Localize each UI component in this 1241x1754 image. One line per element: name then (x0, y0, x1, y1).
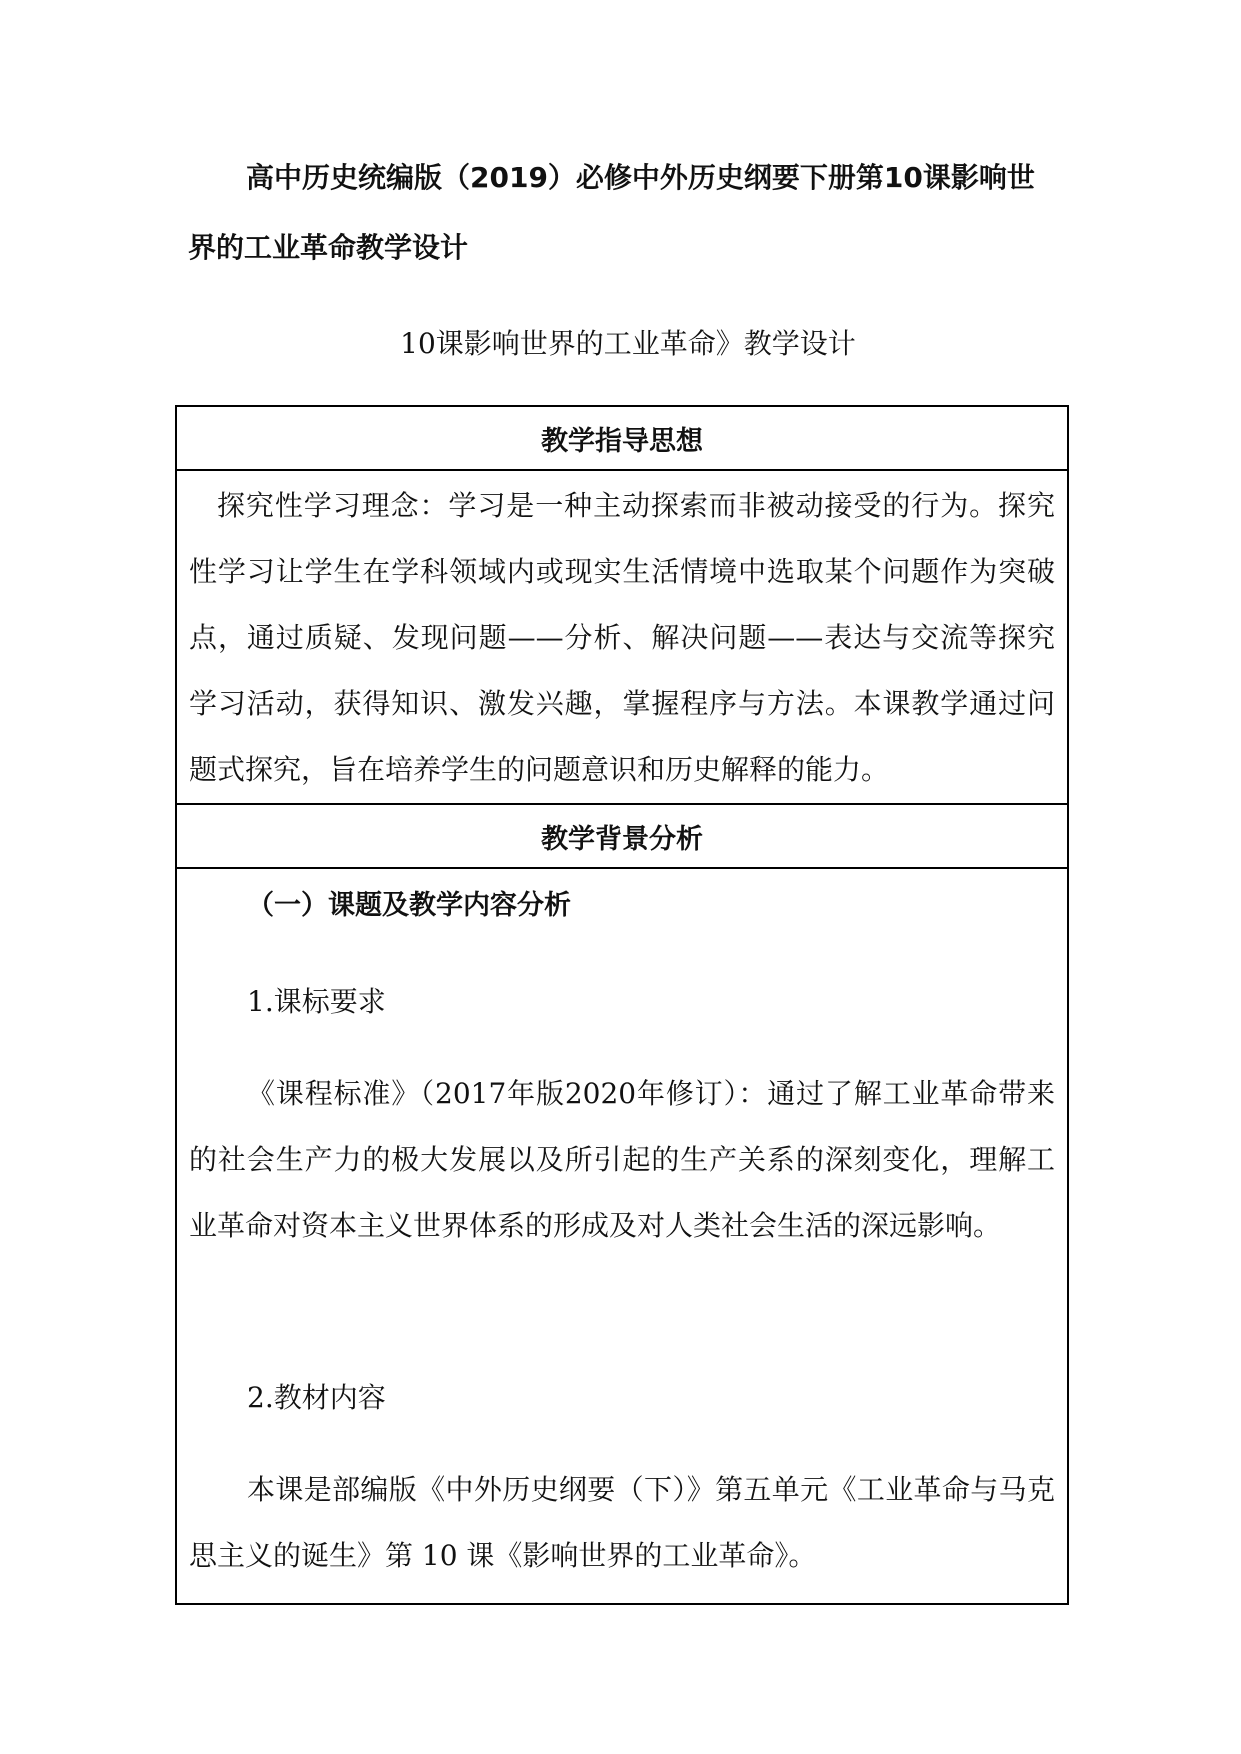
table-row (176, 406, 1068, 470)
guide-section-body (176, 470, 1068, 804)
guide-paragraph: 探究性学习理念：学习是一种主动探索而非被动接受的行为。探究性学习让学生在学科领域内或现实生活情境中选取某个问题作为突破点，通过质疑、发现问题——分析、解决问题——表达与交流等探究学习活动，获得知识、激发兴趣，掌握程序与方法。本课教学通过问题式探究，旨在培养学生的问题意识和历史解释的能力。 (189, 489, 1055, 786)
textbook-content-text: 本课是部编版《中外历史纲要（下）》第五单元《工业革命与马克思主义的诞生》第 10 课《影响世界的工业革命》。 (189, 1473, 1055, 1572)
background-section-body (176, 868, 1068, 1604)
teaching-design-table (175, 405, 1069, 1605)
content-analysis-heading: （一）课题及教学内容分析 (247, 890, 571, 921)
curriculum-requirement-text: 《课程标准》（2017年版2020年修订）：通过了解工业革命带来的社会生产力的极大发展以及所引起的生产关系的深刻变化，理解工业革命对资本主义世界体系的形成及对人类社会生活的深远影响。 (189, 1077, 1055, 1242)
table-row (176, 804, 1068, 868)
textbook-content-label: 2.教材内容 (247, 1381, 386, 1414)
document-subtitle: 10课影响世界的工业革命》教学设计 (400, 327, 856, 360)
document-title-line1: 高中历史统编版（2019）必修中外历史纲要下册第10课影响世 (246, 161, 1035, 194)
document-title-line2: 界的工业革命教学设计 (188, 231, 469, 264)
guide-section-header: 教学指导思想 (176, 406, 1068, 470)
table-row (176, 868, 1068, 1604)
background-section-header: 教学背景分析 (176, 804, 1068, 868)
table-row (176, 470, 1068, 804)
curriculum-requirement-label: 1.课标要求 (247, 985, 386, 1018)
spacer (189, 1259, 1055, 1339)
document-title (188, 158, 1068, 268)
